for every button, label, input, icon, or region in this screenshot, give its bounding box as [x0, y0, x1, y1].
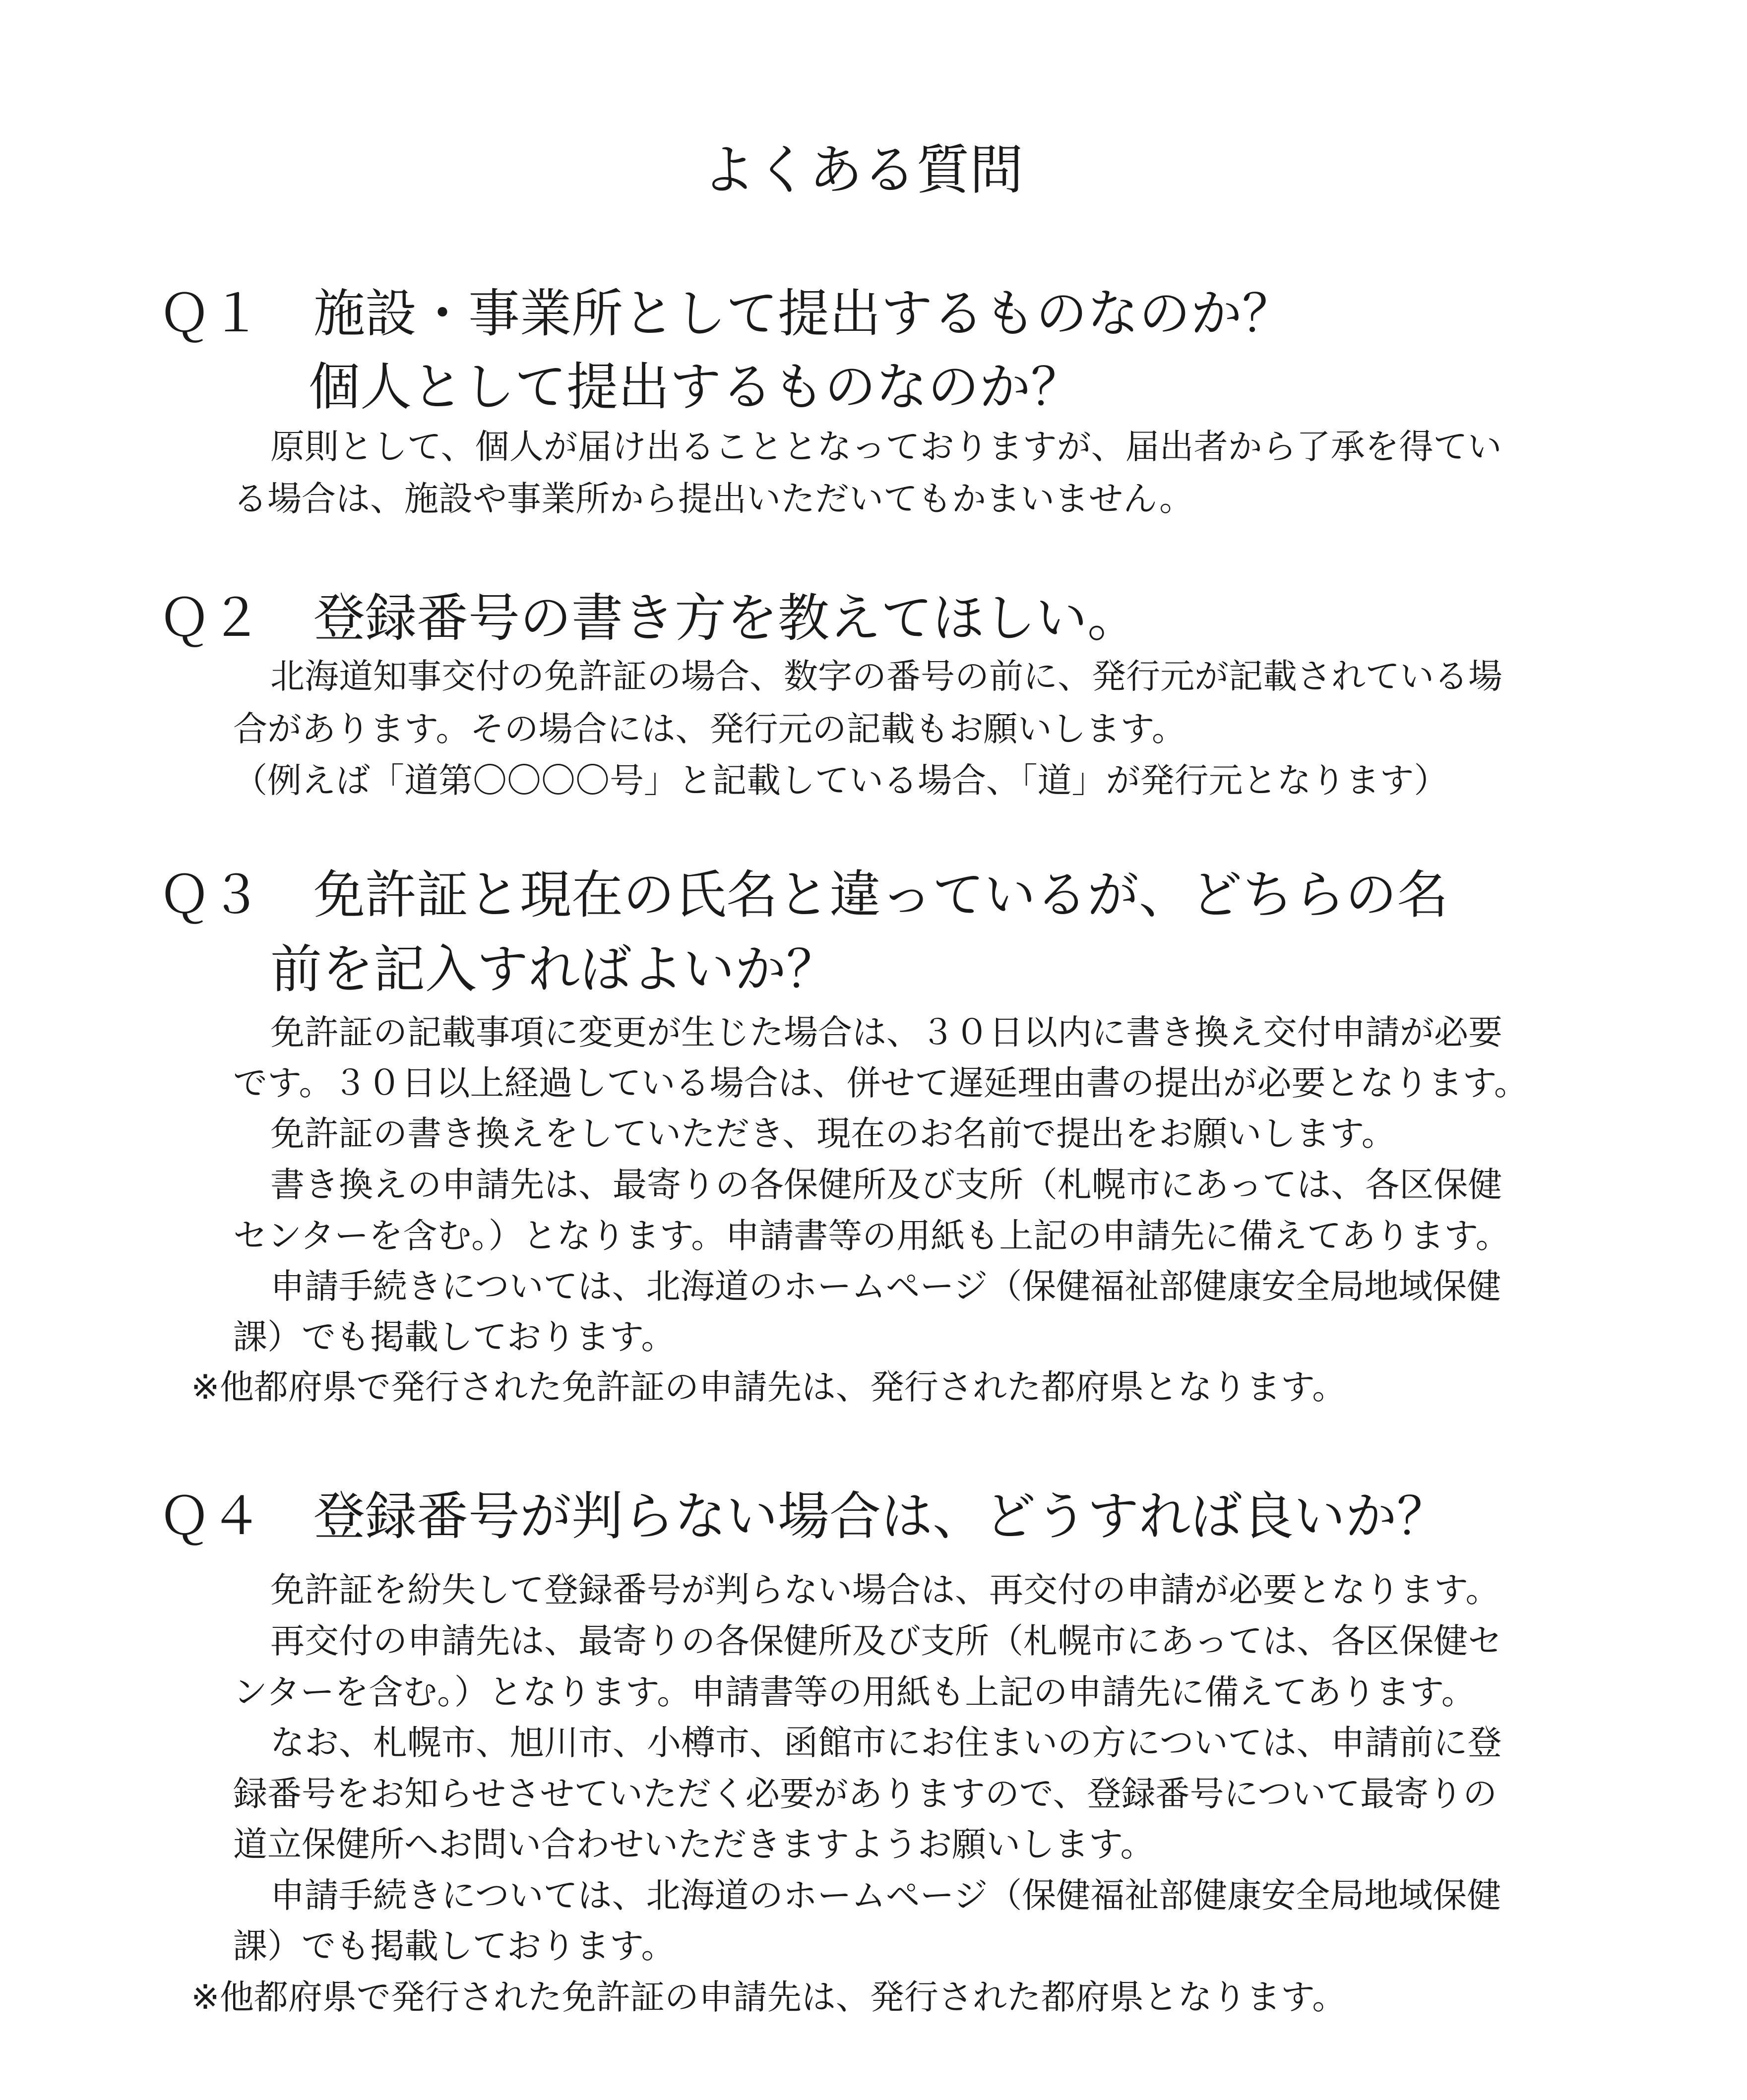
answer-line: ンターを含む。）となります。申請書等の用紙も上記の申請先に備えてあります。	[233, 1672, 1476, 1712]
answer-line: 原則として、個人が届け出ることとなっておりますが、届出者から了承を得てい	[270, 427, 1502, 467]
answer-line: 申請手続きについては、北海道のホームページ（保健福祉部健康安全局地域保健	[270, 1876, 1501, 1915]
answer-line: 免許証を紛失して登録番号が判らない場合は、再交付の申請が必要となります。	[270, 1570, 1500, 1610]
question-heading: Ｑ１ 施設・事業所として提出するものなのか？	[159, 283, 1294, 344]
answer-line: 再交付の申請先は、最寄りの各保健所及び支所（札幌市にあっては、各区保健セ	[270, 1621, 1502, 1661]
page-title: よくある質問	[702, 139, 1024, 201]
question-heading: Ｑ４ 登録番号が判らない場合は、どうすれば良いか？	[159, 1486, 1449, 1546]
answer-line: 申請手続きについては、北海道のホームページ（保健福祉部健康安全局地域保健	[270, 1267, 1501, 1306]
question-heading: Ｑ３ 免許証と現在の氏名と違っているが、どちらの名	[159, 865, 1449, 925]
question-heading: 前を記入すればよいか？	[270, 939, 838, 999]
answer-line: 免許証の書き換えをしていただき、現在のお名前で提出をお願いします。	[270, 1114, 1396, 1154]
answer-line: 道立保健所へお問い合わせいただきますようお願いします。	[233, 1825, 1155, 1864]
question-heading: Ｑ２ 登録番号の書き方を教えてほしい。	[159, 588, 1139, 648]
answer-line: （例えば「道第〇〇〇〇号」と記載している場合、「道」が発行元となります）	[233, 761, 1448, 801]
answer-line: 書き換えの申請先は、最寄りの各保健所及び支所（札幌市にあっては、各区保健	[270, 1165, 1502, 1205]
answer-line: センターを含む。）となります。申請書等の用紙も上記の申請先に備えてあります。	[233, 1216, 1510, 1256]
question-heading: 個人として提出するものなのか？	[309, 357, 1083, 417]
answer-line: 録番号をお知らせさせていただく必要がありますので、登録番号について最寄りの	[233, 1774, 1497, 1814]
answer-line: 北海道知事交付の免許証の場合、数字の番号の前に、発行元が記載されている場	[270, 657, 1502, 696]
answer-note: ※他都府県で発行された免許証の申請先は、発行された都府県となります。	[191, 1977, 1347, 2017]
answer-line: 合があります。その場合には、発行元の記載もお願いします。	[233, 709, 1186, 749]
answer-line: 課）でも掲載しております。	[233, 1317, 676, 1357]
answer-line: です。３０日以上経過している場合は、併せて遅延理由書の提出が必要となります。	[233, 1063, 1528, 1103]
answer-line: る場合は、施設や事業所から提出いただいてもかまいません。	[233, 479, 1194, 519]
answer-note: ※他都府県で発行された免許証の申請先は、発行された都府県となります。	[191, 1367, 1347, 1407]
answer-line: 免許証の記載事項に変更が生じた場合は、３０日以内に書き換え交付申請が必要	[270, 1013, 1502, 1052]
answer-line: 課）でも掲載しております。	[233, 1926, 676, 1966]
answer-line: なお、札幌市、旭川市、小樽市、函館市にお住まいの方については、申請前に登	[270, 1723, 1502, 1763]
